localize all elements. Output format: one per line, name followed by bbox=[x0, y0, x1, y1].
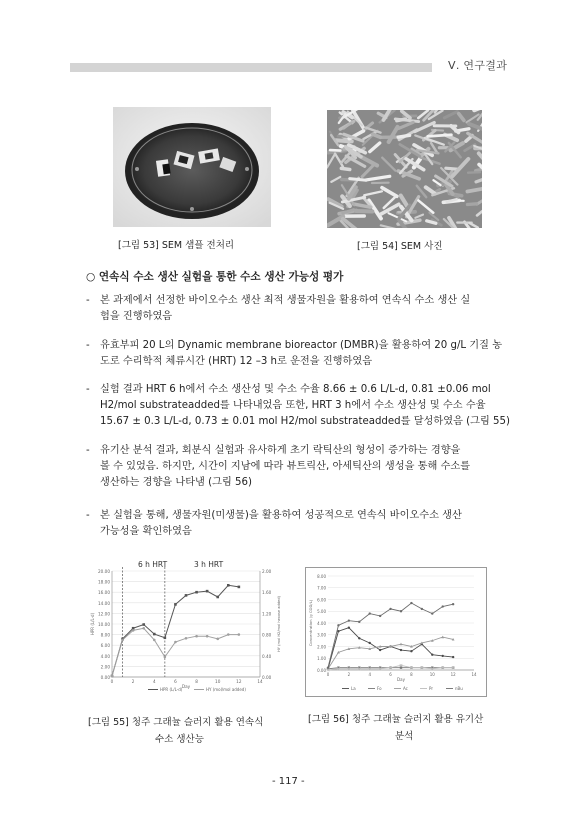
figure-55-caption-line-1: [그림 55] 청주 그래뉼 슬러지 활용 연속식 bbox=[88, 717, 264, 728]
y-tick-label: 1.00 bbox=[317, 656, 326, 662]
data-point bbox=[348, 619, 350, 621]
legend-label: Pr bbox=[429, 686, 433, 691]
y2-tick-label: 1.60 bbox=[262, 590, 272, 596]
sem-rod bbox=[428, 135, 452, 137]
data-point bbox=[111, 675, 114, 678]
bullet-3-line-3: 15.67 ± 0.3 L/L-d, 0.73 ± 0.01 mol H2/mol substrateadded를 달성하였음 (그림 55) bbox=[100, 416, 510, 427]
data-point bbox=[369, 642, 371, 644]
y2-tick-label: 2.00 bbox=[262, 569, 272, 574]
data-point bbox=[238, 633, 241, 636]
y-tick-label: 0.00 bbox=[100, 675, 110, 680]
x-axis-label: Day bbox=[181, 684, 191, 689]
sem-rod bbox=[476, 169, 482, 171]
x-tick-label: 12 bbox=[450, 672, 456, 677]
figure-56-caption-line-1: [그림 56] 청주 그래뉼 슬러지 활용 유기산 bbox=[308, 714, 484, 725]
data-point bbox=[369, 612, 371, 614]
data-point bbox=[452, 603, 454, 605]
y-tick-label: 4.00 bbox=[100, 653, 110, 659]
data-point bbox=[164, 636, 167, 639]
data-point bbox=[132, 629, 135, 632]
data-point bbox=[216, 596, 219, 599]
bullet-5-line-2: 가능성을 확인하였음 bbox=[100, 526, 192, 537]
bullet-dash: - bbox=[86, 340, 90, 351]
bullet-4-line-1: 유기산 분석 결과, 회분식 실험과 유사하게 초기 락틱산의 형성이 증가하는 경향을 bbox=[100, 445, 461, 456]
data-point bbox=[431, 654, 433, 656]
data-point bbox=[227, 584, 230, 587]
sem-rod bbox=[341, 168, 349, 169]
sem-sample-photo bbox=[113, 107, 271, 227]
chart-56-svg bbox=[306, 568, 486, 696]
data-point bbox=[153, 633, 156, 636]
data-point bbox=[421, 608, 423, 610]
bullet-5-line-1: 본 실험을 통해, 생물자원(미생물)을 활용하여 성공적으로 연속식 바이오수소 생산 bbox=[100, 510, 462, 521]
legend-label: Fo bbox=[377, 686, 382, 691]
bullet-3-line-2: H2/mol substrateadded를 나타내었음 또한, HRT 3 h에서 수소 생산성 및 수소 수율 bbox=[100, 400, 486, 411]
sem-rod bbox=[336, 140, 352, 141]
figure-56-caption-line-2: 분석 bbox=[395, 731, 414, 742]
sem-rod bbox=[446, 168, 458, 169]
data-point bbox=[206, 590, 209, 593]
x-tick-label: 14 bbox=[257, 679, 263, 684]
data-point bbox=[389, 608, 391, 610]
data-point bbox=[195, 635, 198, 638]
annotation-3h-hrt: 3 h HRT bbox=[194, 560, 224, 569]
x-tick-label: 0 bbox=[326, 672, 330, 677]
y-tick-label: 8.00 bbox=[317, 573, 326, 579]
sem-photo bbox=[327, 110, 482, 228]
x-tick-label: 6 bbox=[389, 672, 392, 677]
data-point bbox=[327, 666, 329, 668]
section-heading: ○ 연속식 수소 생산 실험을 통한 수소 생산 가능성 평가 bbox=[86, 271, 344, 283]
y-tick-label: 3.00 bbox=[317, 632, 326, 638]
bullet-3-line-1: 실험 결과 HRT 6 h에서 수소 생산성 및 수소 수율 8.66 ± 0.6 L/L-d, 0.81 ±0.06 mol bbox=[100, 384, 491, 395]
data-point bbox=[410, 602, 412, 604]
data-point bbox=[174, 603, 177, 606]
x-axis-label: Day bbox=[397, 677, 405, 682]
data-point bbox=[185, 594, 188, 597]
x-tick-label: 2 bbox=[347, 672, 351, 677]
data-point bbox=[121, 639, 124, 642]
y-tick-label: 16.00 bbox=[98, 590, 110, 596]
bullet-4-line-3: 생산하는 경향을 나타냄 (그림 56) bbox=[100, 477, 252, 488]
bullet-dash: - bbox=[86, 384, 90, 395]
x-tick-label: 4 bbox=[152, 679, 156, 684]
bullet-2 bbox=[86, 338, 524, 370]
x-tick-label: 4 bbox=[368, 672, 371, 677]
data-point bbox=[348, 627, 350, 629]
y-tick-label: 5.00 bbox=[317, 609, 326, 615]
y-tick-label: 0.00 bbox=[317, 667, 326, 673]
chart-55-svg bbox=[86, 559, 286, 697]
y2-axis-label: HY (mol H2/mol hexose added) bbox=[277, 596, 281, 652]
x-tick-label: 8 bbox=[195, 679, 198, 684]
y-tick-label: 10.00 bbox=[98, 622, 110, 627]
data-point bbox=[400, 649, 402, 651]
bullet-4 bbox=[86, 443, 524, 491]
y-tick-label: 6.00 bbox=[317, 597, 326, 603]
y-tick-label: 14.00 bbox=[98, 600, 110, 606]
x-tick-label: 0 bbox=[110, 679, 114, 684]
data-point bbox=[452, 656, 454, 658]
legend-label: HY (mol/mol added) bbox=[206, 687, 246, 692]
x-tick-label: 12 bbox=[236, 679, 242, 684]
x-tick-label: 10 bbox=[215, 679, 221, 684]
data-point bbox=[410, 650, 412, 652]
legend-label: HPR (L/L-d) bbox=[160, 687, 183, 692]
data-point bbox=[185, 637, 188, 640]
series-line bbox=[112, 628, 239, 676]
y2-tick-label: 0.00 bbox=[262, 675, 272, 680]
bullet-5 bbox=[86, 508, 524, 540]
hydrogen-production-chart bbox=[86, 559, 286, 697]
data-point bbox=[400, 610, 402, 612]
data-point bbox=[400, 666, 402, 668]
y2-tick-label: 0.40 bbox=[262, 653, 272, 659]
bullet-3 bbox=[86, 382, 524, 430]
y-tick-label: 4.00 bbox=[317, 620, 326, 626]
data-point bbox=[206, 635, 209, 638]
data-point bbox=[227, 633, 230, 636]
bullet-1-line-2: 험을 진행하였음 bbox=[100, 311, 173, 322]
x-tick-label: 14 bbox=[471, 672, 477, 677]
x-tick-label: 10 bbox=[429, 672, 435, 677]
y-axis-label: Concentration (g COD/L) bbox=[308, 599, 313, 647]
bullet-dash: - bbox=[86, 295, 90, 306]
y2-tick-label: 1.20 bbox=[262, 611, 272, 617]
bullet-1-line-1: 본 과제에서 선정한 바이오수소 생산 최적 생물자원을 활용하여 연속식 수소 생산 실 bbox=[100, 295, 471, 306]
figure-53-caption: [그림 53] SEM 샘플 전처리 bbox=[118, 240, 235, 251]
data-point bbox=[216, 638, 219, 641]
series-line bbox=[328, 637, 453, 669]
data-point bbox=[142, 623, 145, 626]
x-tick-label: 6 bbox=[174, 679, 177, 684]
data-point bbox=[442, 605, 444, 607]
sem-rod bbox=[398, 135, 409, 137]
y-tick-label: 12.00 bbox=[98, 611, 110, 617]
data-point bbox=[174, 641, 177, 644]
annotation-6h-hrt: 6 h HRT bbox=[138, 560, 168, 569]
y-tick-label: 2.00 bbox=[317, 644, 326, 650]
legend-label: La bbox=[351, 686, 356, 691]
y-tick-label: 6.00 bbox=[100, 643, 110, 649]
bullet-4-line-2: 볼 수 있었음. 하지만, 시간이 지남에 따라 뷰트릭산, 아세틱산의 생성을 통해 수소를 bbox=[100, 461, 471, 472]
y-axis-label: HPR (L/L-d) bbox=[90, 612, 95, 636]
y2-tick-label: 0.80 bbox=[262, 632, 272, 638]
data-point bbox=[431, 612, 433, 614]
data-point bbox=[379, 615, 381, 617]
series-line bbox=[328, 628, 453, 669]
y-tick-label: 20.00 bbox=[98, 569, 110, 574]
series-line bbox=[112, 585, 239, 676]
data-point bbox=[238, 586, 241, 589]
data-point bbox=[358, 637, 360, 639]
data-point bbox=[142, 627, 145, 630]
data-point bbox=[442, 655, 444, 657]
data-point bbox=[379, 649, 381, 651]
bullet-2-line-1: 유효부피 20 L의 Dynamic membrane bioreactor (DMBR)을 활용하여 20 g/L 기질 농 bbox=[100, 340, 503, 351]
bullet-dash: - bbox=[86, 445, 90, 456]
figure-55-caption-line-2: 수소 생산능 bbox=[155, 734, 204, 745]
x-tick-label: 2 bbox=[131, 679, 135, 684]
data-point bbox=[195, 591, 198, 594]
y-tick-label: 18.00 bbox=[98, 579, 110, 585]
bullet-1 bbox=[86, 293, 524, 325]
bullet-dash: - bbox=[86, 510, 90, 521]
page-number: - 117 - bbox=[272, 776, 305, 787]
legend-label: Ac bbox=[403, 686, 408, 691]
sem-rod bbox=[350, 179, 367, 181]
y-tick-label: 7.00 bbox=[317, 585, 326, 591]
sem-rod bbox=[467, 204, 476, 205]
data-point bbox=[153, 639, 156, 642]
data-point bbox=[358, 621, 360, 623]
data-point bbox=[164, 656, 167, 659]
x-tick-label: 8 bbox=[410, 672, 413, 677]
y-tick-label: 8.00 bbox=[100, 632, 110, 638]
data-point bbox=[337, 624, 339, 626]
legend-label: nBu bbox=[455, 686, 463, 691]
bullet-2-line-2: 도로 수리학적 체류시간 (HRT) 12 –3 h로 운전을 진행하였음 bbox=[100, 356, 373, 367]
section-title: Ⅴ. 연구결과 bbox=[448, 59, 508, 72]
y-tick-label: 2.00 bbox=[100, 664, 110, 670]
figure-54-caption: [그림 54] SEM 사진 bbox=[357, 241, 443, 252]
organic-acid-chart bbox=[305, 567, 487, 697]
